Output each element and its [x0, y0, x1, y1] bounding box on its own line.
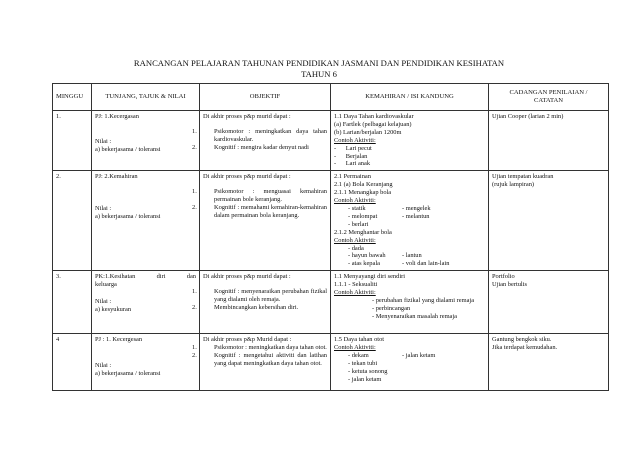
table-row [53, 334, 609, 391]
document-subtitle: TAHUN 6 [301, 69, 337, 79]
objective-cell: Di akhir proses p&p Murid dapat : 1. Psikomotor : meningkatkan daya tahan otot. 2. Kognitif : mengetahui aktiviti dan latihan yang dapat meningkatkan daya tahan otot. [200, 334, 331, 391]
topic-cell: PJ: 2.Kemahiran Nilai : a) bekerjasama / toleransi [92, 171, 200, 271]
content-cell: 2.1 Permainan 2.1 (a) Bola Keranjang 2.1.1 Menangkap bola Contoh Aktiviti: - statik - mengelek - melompat - melantun - berlari 2.1.2 Menghantar bola Contoh Aktiviti: - dada - hayun bawah - lantun - atas kepala - voli dan lain-lain [331, 171, 489, 271]
content-cell: 1.1 Daya Tahan kardiovaskular (a) Fartlek (pelbagai kelajuan) (b) Larian/berjalan 1200m Contoh Aktiviti: - Lari pecut - Berjalan - Lari anak [331, 111, 489, 171]
assessment-cell: Ujian tempatan kuadran (rujuk lampiran) [489, 171, 609, 271]
table-row [53, 271, 609, 334]
topic-cell: PJ: 1.Kecergasan Nilai : a) bekerjasama / toleransi [92, 111, 200, 171]
header-kemahiran: KEMAHIRAN / ISI KANDUNG [331, 84, 489, 111]
assessment-cell: Gantung bengkok siku. Jika terdapat kemudahan. [489, 334, 609, 391]
table-row [53, 171, 609, 271]
topic-cell: PJ : 1. Kecergesan Nilai : a) bekerjasama / toleransi [92, 334, 200, 391]
document-title: RANCANGAN PELAJARAN TAHUNAN PENDIDIKAN JASMANI DAN PENDIDIKAN KESIHATAN [133, 58, 505, 68]
objective-cell: Di akhir proses p&p murid dapat : 1. Psikomotor : meningkatkan daya tahan kardiovaskular. 2. Kognitif : mengira kadar denyut nadi [200, 111, 331, 171]
header-minggu: MINGGU [53, 84, 92, 111]
assessment-cell: Portfolio Ujian bertulis [489, 271, 609, 334]
week-cell: 2. [53, 171, 92, 271]
objective-cell: Di akhir proses p&p murid dapat : 1. Kognitif : menyenaraikan perubahan fizikal yang dialami oleh remaja. 2. Membincangkan kebersihan diri. [200, 271, 331, 334]
week-cell: 1. [53, 111, 92, 171]
lesson-plan-table [52, 83, 609, 391]
table-header-row [53, 84, 609, 111]
header-objektif: OBJEKTIF [200, 84, 331, 111]
content-cell: 1.1 Menyayangi diri sendiri 1.1.1 - Seksualiti Contoh Aktiviti: - perubahan fizikal yang dialami remaja - perbincangan - Menyenaraikan masalah remaja [331, 271, 489, 334]
week-cell: 4 [53, 334, 92, 391]
header-cadangan: CADANGAN PENILAIAN / CATATAN [489, 84, 609, 111]
header-tunjang: TUNJANG, TAJUK & NILAI [92, 84, 200, 111]
content-cell: 1.5 Daya tahan otot Contoh Aktiviti: - dekam - jalan ketam - tekan tubi - ketuta sonong - jalan ketam [331, 334, 489, 391]
table-row [53, 111, 609, 171]
week-cell: 3. [53, 271, 92, 334]
objective-cell: Di akhir proses p&p murid dapat : 1. Psikomotor : menguasai kemahiran permainan bole keranjang. 2. Kognitif : memahami kemahiran-kemahiran dalam permainan bola keranjang. [200, 171, 331, 271]
assessment-cell: Ujian Cooper (larian 2 min) [489, 111, 609, 171]
topic-cell: PK:1.Kesihatan diri dan keluarga Nilai : a) kesyukuran [92, 271, 200, 334]
